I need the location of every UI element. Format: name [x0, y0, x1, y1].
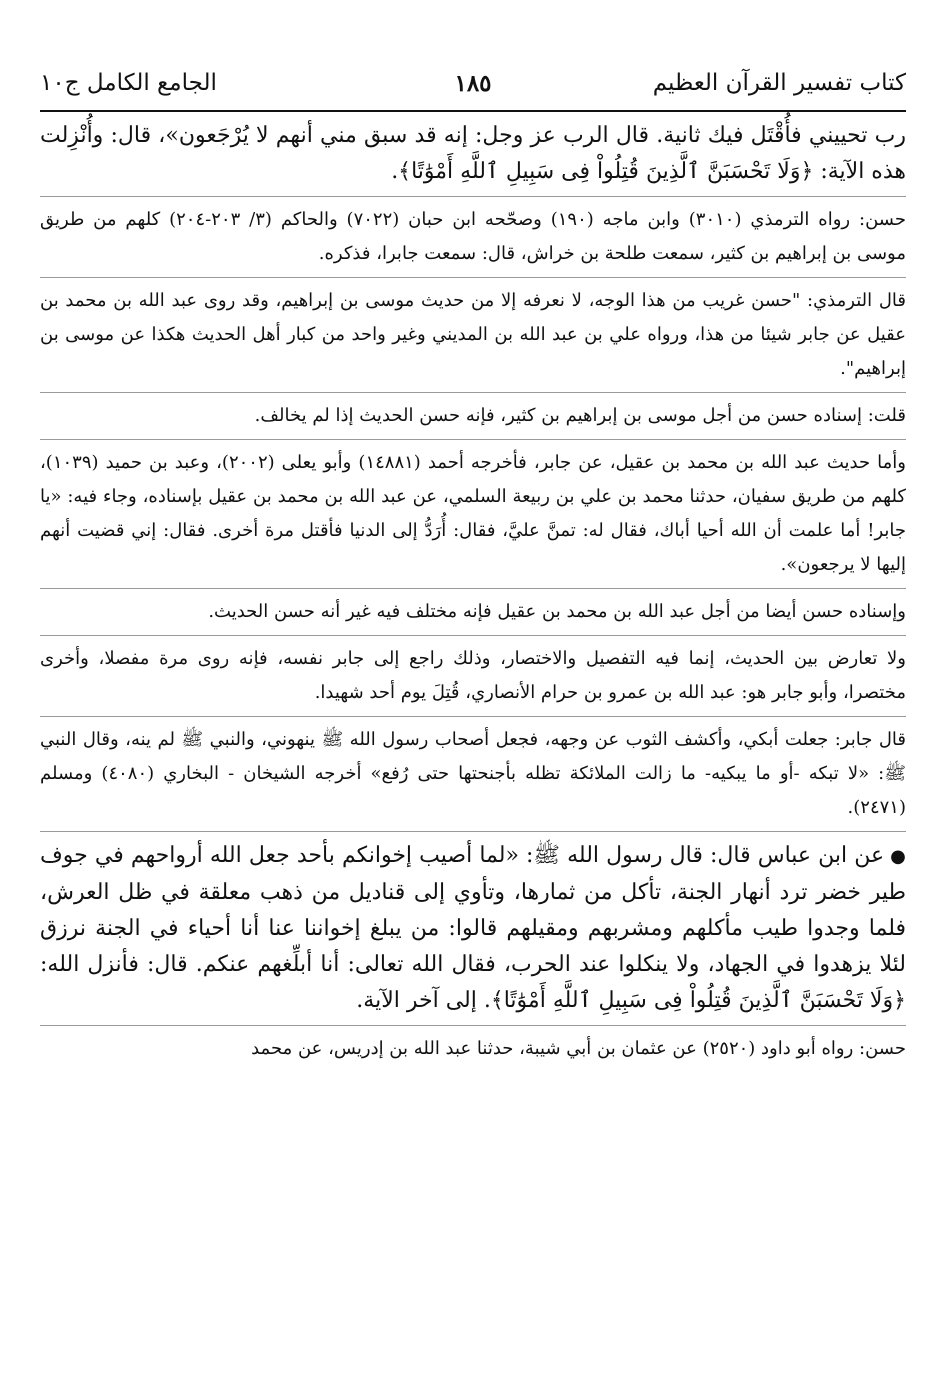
paragraph-6: ولا تعارض بين الحديث، إنما فيه التفصيل والاختصار، وذلك راجع إلى جابر نفسه، فإنه روى مرة مفصلا، وأخرى مختصرا، وأبو جابر هو: عبد الله بن عمرو بن حرام الأنصاري، قُتِلَ يوم أحد شهيدا.: [40, 648, 906, 703]
page-body: [40, 118, 906, 1066]
hadith-text: عن ابن عباس قال: قال رسول الله ﷺ: «لما أصيب إخوانكم بأحد جعل الله أرواحهم في جوف طير خضر ترد أنهار الجنة، تأكل من ثمارها، وتأوي إلى قناديل من ذهب معلقة في ظل العرش، فلما وجدوا طيب مأكلهم ومشربهم ومقيلهم قالوا: من يبلغ إخواننا عنا أنا أحياء في الجنة نرزق لئلا يزهدوا في الجهاد، ولا ينكلوا عند الحرب، فقال الله تعالى: أنا أبلِّغهم عنكم. قال: فأنزل الله: ﴿وَلَا تَحْسَبَنَّ ٱلَّذِينَ قُتِلُواْ فِى سَبِيلِ ٱللَّهِ أَمْوَٰتًا﴾. إلى آخر الآية.: [40, 843, 906, 1013]
paragraph-4: وأما حديث عبد الله بن محمد بن عقيل، عن جابر، فأخرجه أحمد (١٤٨٨١) وأبو يعلى (٢٠٠٢)، وعبد بن حميد (١٠٣٩)، كلهم من طريق سفيان، حدثنا محمد بن علي بن ربيعة السلمي، عن عبد الله بن محمد بن عقيل بإسناده، وجاء فيه: «يا جابر! أما علمت أن الله أحيا أباك، فقال له: تمنَّ عليَّ، فقال: أُرَدُّ إلى الدنيا فأقتل مرة أخرى. فقال: إني قضيت أنهم إليها لا يرجعون».: [40, 452, 906, 575]
separator: [40, 716, 906, 717]
paragraph-9: حسن: رواه أبو داود (٢٥٢٠) عن عثمان بن أبي شيبة، حدثنا عبد الله بن إدريس، عن محمد: [251, 1038, 906, 1059]
paragraph-2: قال الترمذي: "حسن غريب من هذا الوجه، لا نعرفه إلا من حديث موسى بن إبراهيم، وقد روى عبد الله بن محمد بن عقيل عن جابر شيئا من هذا، ورواه علي بن عبد الله بن المديني وغير واحد من كبار أهل الحديث هكذا عن موسى بن إبراهيم".: [40, 290, 906, 379]
paragraph-8: [40, 838, 906, 1019]
page-number: ١٨٥: [454, 70, 492, 97]
separator: [40, 831, 906, 832]
separator: [40, 588, 906, 589]
separator: [40, 277, 906, 278]
paragraph-3: قلت: إسناده حسن من أجل موسى بن إبراهيم بن كثير، فإنه حسن الحديث إذا لم يخالف.: [254, 405, 906, 426]
paragraph-1: حسن: رواه الترمذي (٣٠١٠) وابن ماجه (١٩٠) وصحّحه ابن حبان (٧٠٢٢) والحاكم (٣/ ٢٠٣-٢٠٤) كلهم من طريق موسى بن إبراهيم بن كثير، سمعت طلحة بن خراش، قال: سمعت جابرا، فذكره.: [40, 209, 906, 264]
header-rule: [40, 110, 906, 112]
volume-label: الجامع الكامل ج١٠: [40, 70, 217, 96]
paragraph-5: وإسناده حسن أيضا من أجل عبد الله بن محمد بن عقيل فإنه مختلف فيه غير أنه حسن الحديث.: [208, 601, 906, 622]
book-title: كتاب تفسير القرآن العظيم: [652, 70, 906, 96]
bullet-icon: ●: [890, 846, 906, 867]
paragraph-7: قال جابر: جعلت أبكي، وأكشف الثوب عن وجهه، فجعل أصحاب رسول الله ﷺ ينهوني، والنبي ﷺ لم ينه، وقال النبي ﷺ: «لا تبكه -أو ما يبكيه- ما زالت الملائكة تظله بأجنحتها حتى رُفع» أخرجه الشيخان - البخاري (٤٠٨٠) ومسلم (٢٤٧١).: [40, 729, 906, 818]
separator: [40, 392, 906, 393]
separator: [40, 1025, 906, 1026]
paragraph-0: رب تحييني فأُقْتَل فيك ثانية. قال الرب عز وجل: إنه قد سبق مني أنهم لا يُرْجَعون»، قال: وأُنْزِلت هذه الآية: ﴿وَلَا تَحْسَبَنَّ ٱلَّذِينَ قُتِلُواْ فِى سَبِيلِ ٱللَّهِ أَمْوَٰتًا﴾.: [40, 123, 906, 184]
separator: [40, 196, 906, 197]
separator: [40, 439, 906, 440]
separator: [40, 635, 906, 636]
page-header: [40, 62, 906, 102]
